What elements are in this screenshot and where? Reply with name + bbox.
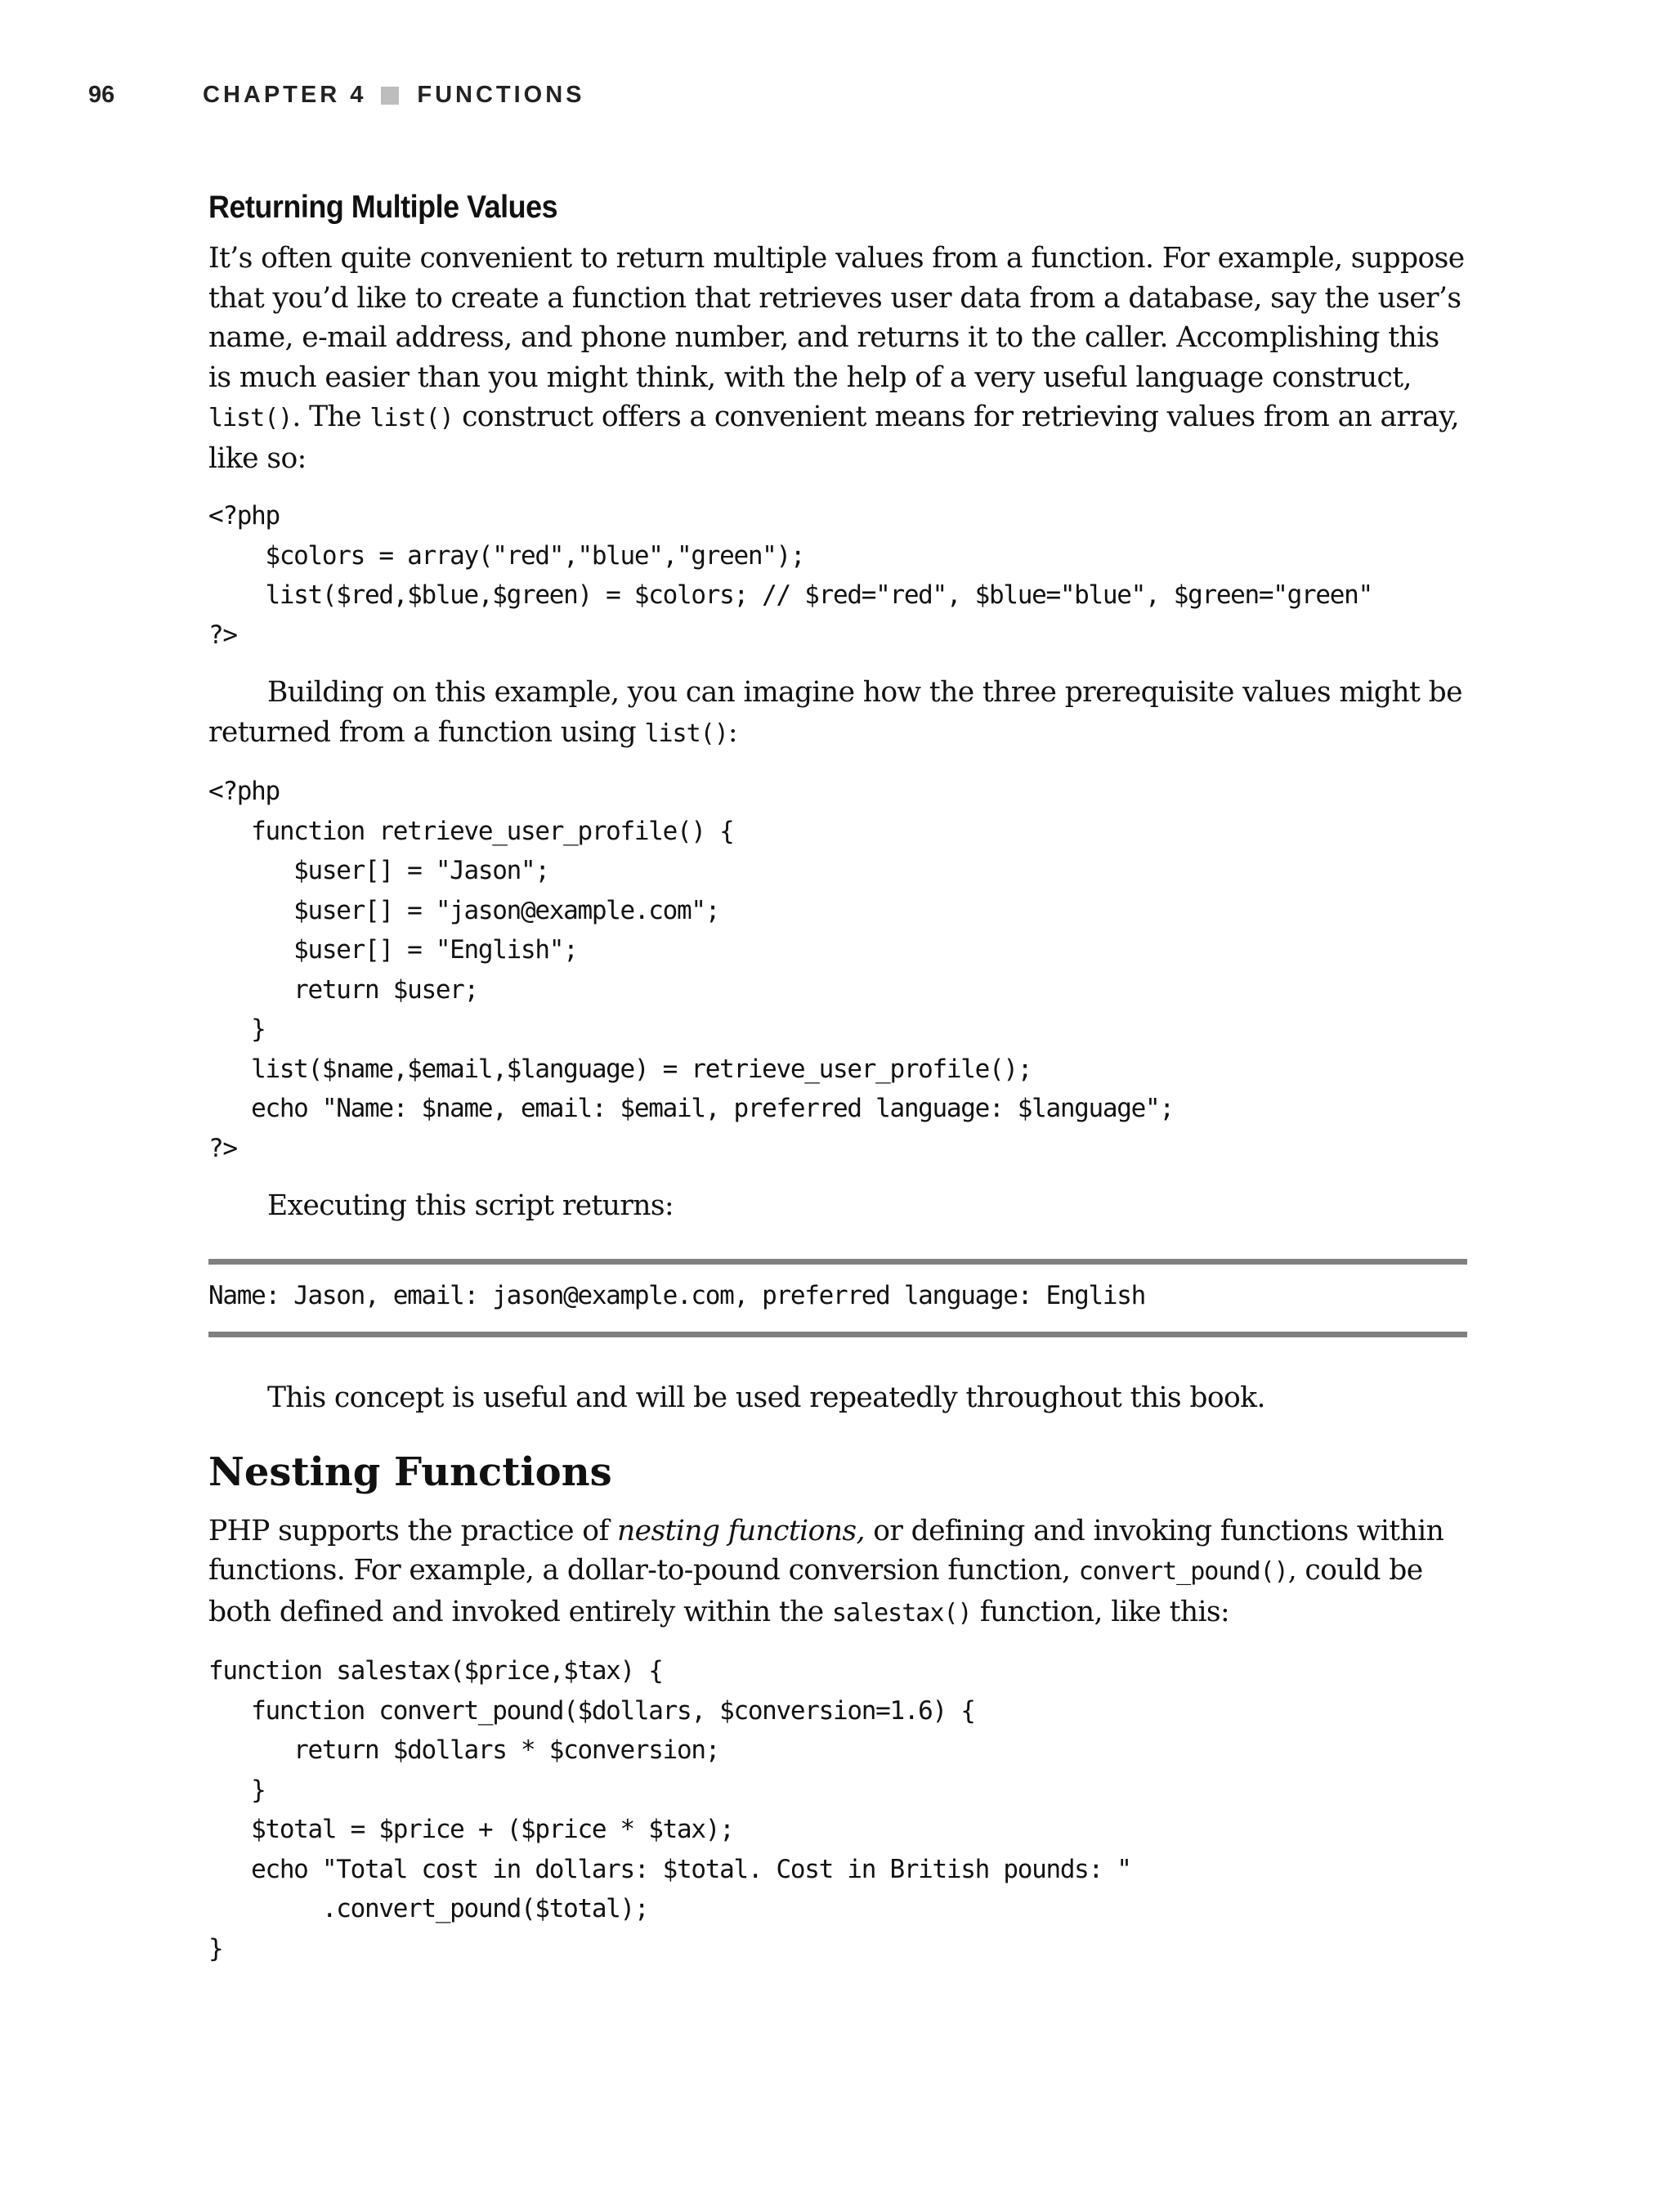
text-run: : <box>727 715 737 749</box>
inline-code: list() <box>208 404 293 432</box>
paragraph-nesting <box>208 1511 1467 1634</box>
paragraph-building <box>208 673 1467 754</box>
text-run: or defining and invoking functions within functions. For example, a dollar-to-pound conversion function, <box>208 1514 1444 1587</box>
inline-code: list() <box>644 719 728 748</box>
code-listing-user-profile: <?php function retrieve_user_profile() { $user[] = "Jason"; $user[] = "jason@example.com"; $user[] = "English"; return $user; } list($name,$email,$language) = retrieve_user_profile(); echo "Name: $name, email: $email, preferred language: $language"; ?> <box>208 777 1174 1163</box>
chapter-label: CHAPTER 4 <box>203 82 367 108</box>
text-run: , could be both defined and invoked entirely within the <box>208 1554 1423 1628</box>
text-run: Building on this example, you can imagine how the three prerequisite values might be returned from a function using <box>208 676 1462 749</box>
code-listing-colors: <?php $colors = array("red","blue","green"); list($red,$blue,$green) = $colors; // $red="red", $blue="blue", $green="green" ?> <box>208 501 1372 650</box>
code-listing-salestax: function salestax($price,$tax) { function convert_pound($dollars, $conversion=1.6) { return $dollars * $conversion; } $total = $price + ($price * $tax); echo "Total cost in dollars: $total. Cost in British pounds: " .convert_pound($total); } <box>208 1656 1131 1963</box>
text-run: It’s often quite convenient to return multiple values from a function. For example, suppose that you’d like to create a function that retrieves user data from a database, say the user’s name, e-mail address, and phone number, and returns it to the caller. Accomplishing this is much easier than you might think, with the help of a very useful language construct, <box>208 242 1465 394</box>
section-label: FUNCTIONS <box>417 82 585 108</box>
text-run: function, like this: <box>971 1595 1230 1628</box>
script-output: Name: Jason, email: jason@example.com, preferred language: English <box>208 1280 1145 1310</box>
section-title: Nesting Functions <box>208 1449 612 1495</box>
output-box <box>208 1259 1467 1338</box>
text-run: PHP supports the practice of <box>208 1514 618 1547</box>
inline-code: salestax() <box>831 1598 972 1628</box>
page-content <box>208 190 1467 1986</box>
subsection-title: Returning Multiple Values <box>208 190 558 225</box>
emphasis-text: nesting functions, <box>617 1514 865 1547</box>
text-run: construct offers a convenient means for retrieving values from an array, like so: <box>208 401 1459 475</box>
text-run: . The <box>292 401 370 433</box>
running-head <box>88 82 1586 109</box>
paragraph-intro <box>208 239 1467 478</box>
inline-code: convert_pound() <box>1078 1557 1288 1586</box>
paragraph-executing: Executing this script returns: <box>267 1189 674 1222</box>
inline-code: list() <box>369 404 454 432</box>
separator-square-icon <box>381 87 399 105</box>
paragraph-concept: This concept is useful and will be used repeatedly throughout this book. <box>267 1381 1265 1414</box>
page-number: 96 <box>88 82 115 108</box>
